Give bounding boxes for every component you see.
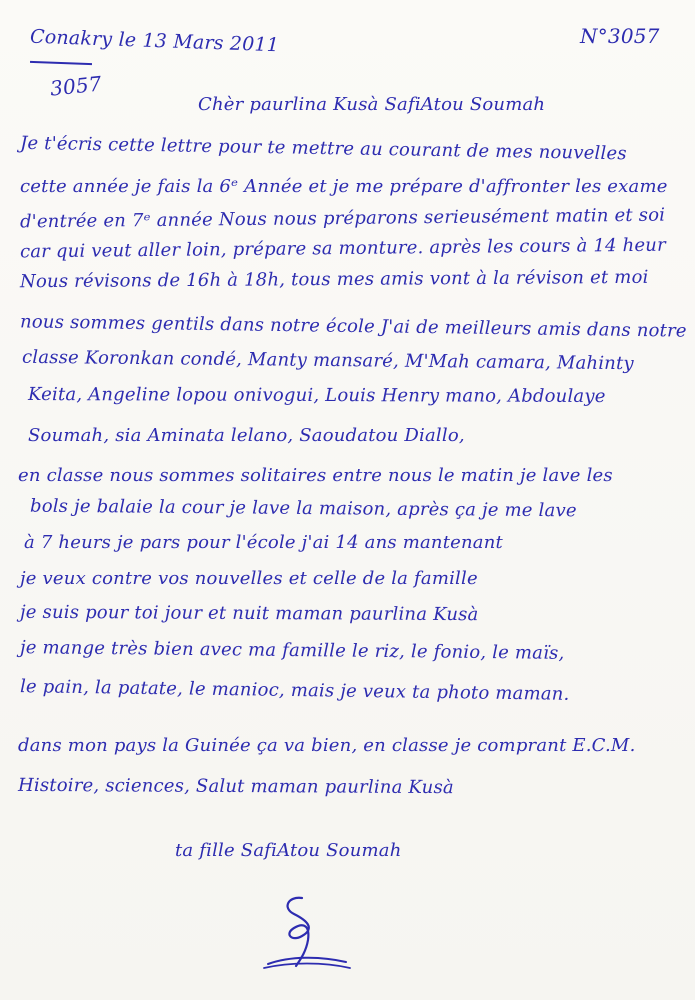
- letter-line: car qui veut aller loin, prépare sa monture. après les cours à 14 heur: [19, 234, 666, 263]
- letter-line: dans mon pays la Guinée ça va bien, en classe je comprant E.C.M.: [18, 735, 636, 756]
- salutation: Chèr paurlina Kusà SafiAtou Soumah: [198, 94, 546, 115]
- letter-line: je veux contre vos nouvelles et celle de la famille: [20, 568, 478, 589]
- letter-line: bols je balaie la cour je lave la maison, après ça je me lave: [29, 495, 577, 522]
- letter-line: d'entrée en 7ᵉ année Nous nous préparons serieusément matin et soi: [19, 204, 666, 233]
- letter-line: Soumah, sia Aminata lelano, Saoudatou Diallo,: [28, 425, 465, 446]
- letter-line: en classe nous sommes solitaires entre nous le matin je lave les: [18, 465, 613, 486]
- letter-line: classe Koronkan condé, Manty mansaré, M'Mah camara, Mahinty: [21, 346, 634, 375]
- letter-line: nous sommes gentils dans notre école J'ai de meilleurs amis dans notre: [19, 311, 687, 342]
- place-underline: [30, 61, 92, 65]
- letter-line: Nous révisons de 16h à 18h, tous mes amis vont à la révison et moi: [19, 266, 649, 293]
- letter-line: je mange très bien avec ma famille le riz, le fonio, le maïs,: [19, 637, 565, 664]
- letter-number-right: N°3057: [580, 24, 660, 48]
- place-date: Conakry le 13 Mars 2011: [29, 25, 280, 57]
- closing: ta fille SafiAtou Soumah: [175, 840, 402, 861]
- signature: [250, 892, 360, 972]
- letter-line: Je t'écris cette lettre pour te mettre au courant de mes nouvelles: [19, 132, 627, 165]
- letter-line: je suis pour toi jour et nuit maman paurlina Kusà: [19, 601, 479, 626]
- letter-line: à 7 heurs je pars pour l'école j'ai 14 ans mantenant: [24, 532, 503, 553]
- letter-line: Histoire, sciences, Salut maman paurlina Kusà: [17, 774, 454, 799]
- letter-line: Keita, Angeline lopou onivogui, Louis Henry mano, Abdoulaye: [27, 383, 606, 408]
- letter-number-left: 3057: [48, 71, 103, 101]
- letter-line: le pain, la patate, le manioc, mais je veux ta photo maman.: [19, 676, 570, 705]
- letter-line: cette année je fais la 6ᵉ Année et je me prépare d'affronter les exame: [20, 176, 668, 197]
